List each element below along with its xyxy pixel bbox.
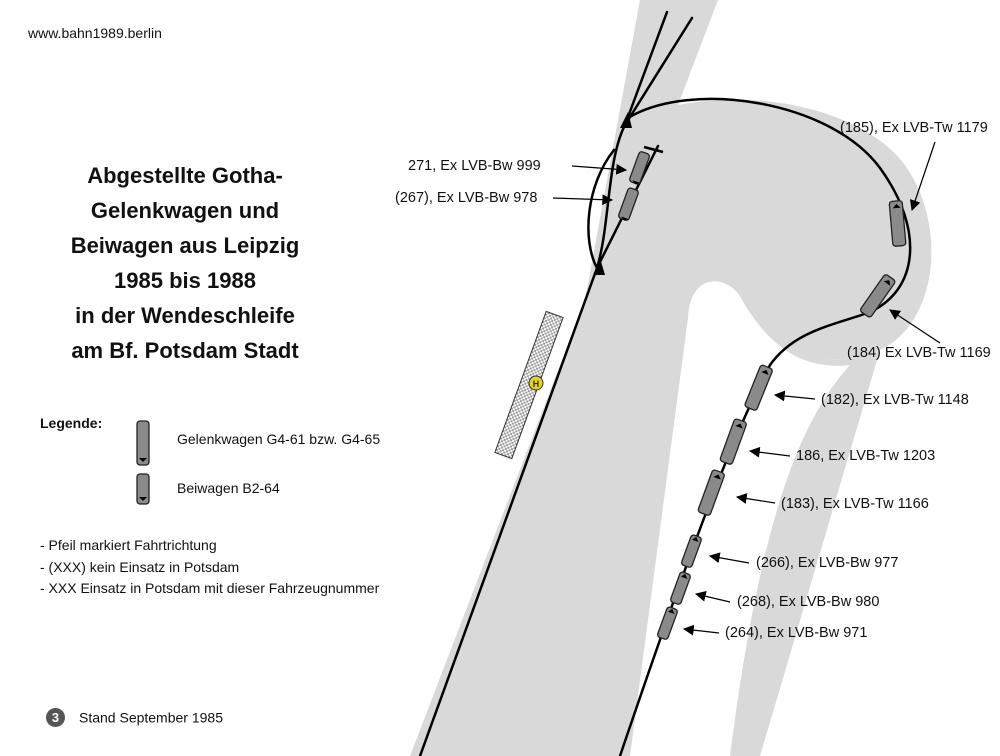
legend-beiwagen-label: Beiwagen B2-64 — [177, 480, 280, 496]
vehicle-label: (268), Ex LVB-Bw 980 — [737, 594, 880, 610]
title-line: Beiwagen aus Leipzig — [70, 233, 300, 258]
note-no-service: - (XXX) kein Einsatz in Potsdam — [40, 558, 240, 575]
title-line: Gelenkwagen und — [90, 198, 280, 223]
vehicle-label: 186, Ex LVB-Tw 1203 — [796, 448, 936, 464]
title-line: am Bf. Potsdam Stadt — [71, 338, 299, 363]
title-line: Abgestellte Gotha- — [87, 163, 283, 188]
vehicle-label: (264), Ex LVB-Bw 971 — [725, 625, 868, 641]
vehicle-label: (185), Ex LVB-Tw 1179 — [840, 120, 988, 136]
footer-text: Stand September 1985 — [79, 709, 223, 726]
title-line: in der Wendeschleife — [75, 303, 295, 328]
legend-title: Legende: — [40, 415, 103, 431]
vehicle-label: (183), Ex LVB-Tw 1166 — [781, 496, 929, 512]
note-service: - XXX Einsatz in Potsdam mit dieser Fahrzeugnummer — [40, 580, 380, 596]
legend-gelenkwagen-label: Gelenkwagen G4-61 bzw. G4-65 — [177, 431, 381, 447]
site-url: www.bahn1989.berlin — [28, 25, 162, 41]
title-line: 1985 bis 1988 — [114, 268, 256, 293]
vehicle-label: (266), Ex LVB-Bw 977 — [756, 555, 899, 571]
vehicle-label: (267), Ex LVB-Bw 978 — [395, 190, 538, 206]
note-direction: - Pfeil markiert Fahrtrichtung — [40, 537, 217, 553]
stop-sign-letter: H — [532, 379, 540, 389]
vehicle-label: 271, Ex LVB-Bw 999 — [408, 158, 541, 174]
footer-number-badge: 3 — [46, 708, 65, 727]
vehicle-label: (184) Ex LVB-Tw 1169 — [847, 345, 991, 361]
vehicle-label: (182), Ex LVB-Tw 1148 — [821, 392, 969, 408]
